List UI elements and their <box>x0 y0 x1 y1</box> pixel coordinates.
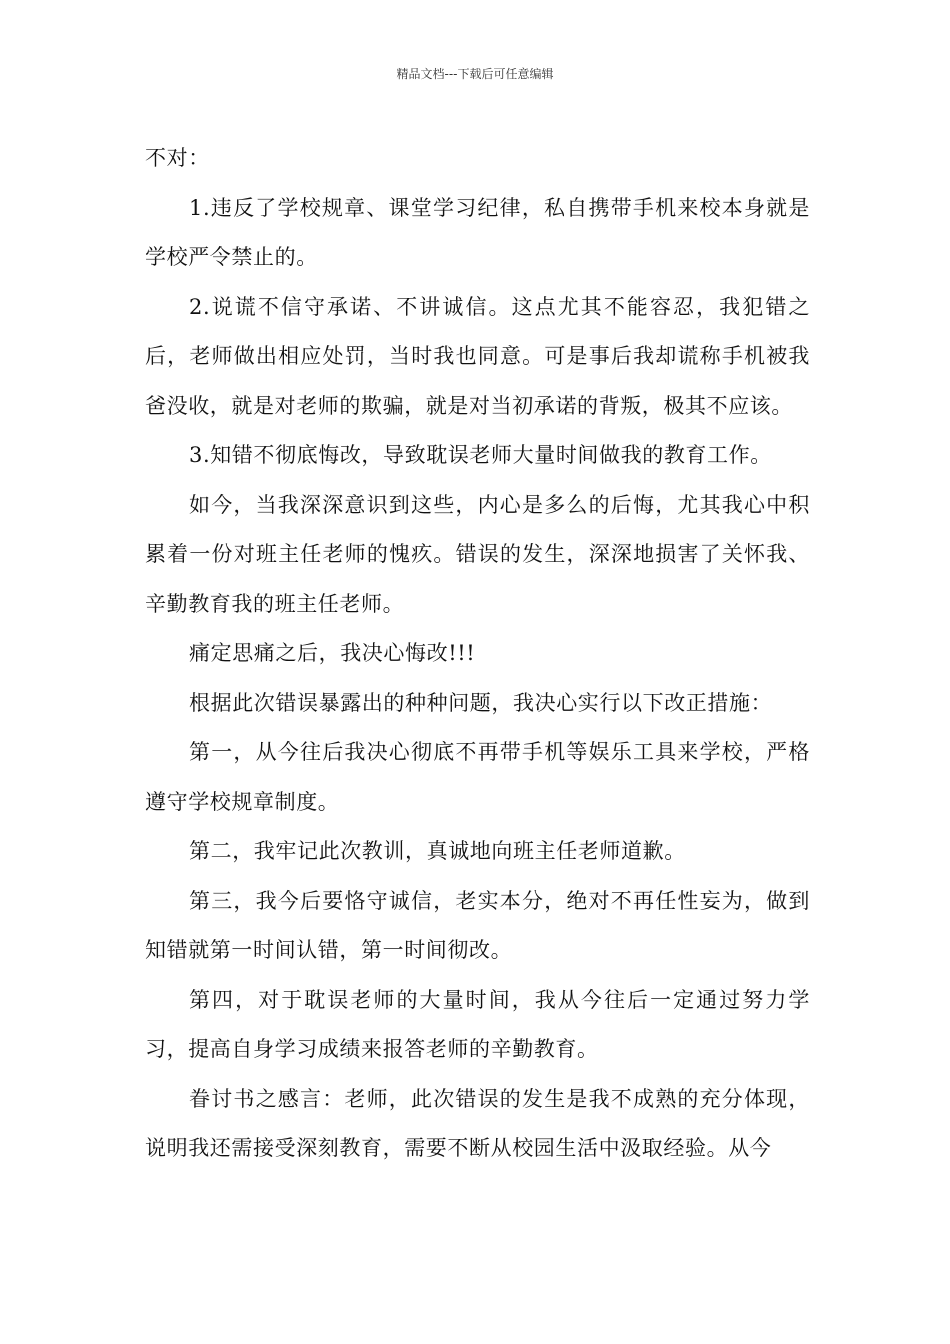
paragraph: 眷讨书之感言：老师，此次错误的发生是我不成熟的充分体现，说明我还需接受深刻教育，需要不断从校园生活中汲取经验。从今 <box>145 1086 810 1160</box>
paragraph: 根据此次错误暴露出的种种问题，我决心实行以下改正措施： <box>189 690 773 715</box>
paragraph: 3.知错不彻底悔改，导致耽误老师大量时间做我的教育工作。 <box>189 443 772 467</box>
paragraph: 第四，对于耽误老师的大量时间，我从今往后一定通过努力学习，提高自身学习成绩来报答老师的辛勤教育。 <box>145 987 810 1061</box>
document-body <box>145 134 810 1174</box>
page-header: 精品文档---下载后可任意编辑 <box>396 67 554 81</box>
paragraph: 不对： <box>145 146 210 170</box>
paragraph: 第一，从今往后我决心彻底不再带手机等娱乐工具来学校，严格遵守学校规章制度。 <box>145 740 810 814</box>
paragraph: 第三，我今后要恪守诚信，老实本分，绝对不再任性妄为，做到知错就第一时间认错，第一时间彻改。 <box>145 888 810 962</box>
paragraph: 如今，当我深深意识到这些，内心是多么的后悔，尤其我心中积累着一份对班主任老师的愧疚。错误的发生，深深地损害了关怀我、辛勤教育我的班主任老师。 <box>145 492 810 616</box>
paragraph: 第二，我牢记此次教训，真诚地向班主任老师道歉。 <box>189 839 686 863</box>
paragraph: 2.说谎不信守承诺、不讲诚信。这点尤其不能容忍，我犯错之后，老师做出相应处罚，当时我也同意。可是事后我却谎称手机被我爸没收，就是对老师的欺骗，就是对当初承诺的背叛，极其不应该。 <box>145 294 810 418</box>
paragraph: 痛定思痛之后，我决心悔改!!! <box>189 641 476 665</box>
paragraph: 1.违反了学校规章、课堂学习纪律，私自携带手机来校本身就是学校严令禁止的。 <box>145 195 810 269</box>
